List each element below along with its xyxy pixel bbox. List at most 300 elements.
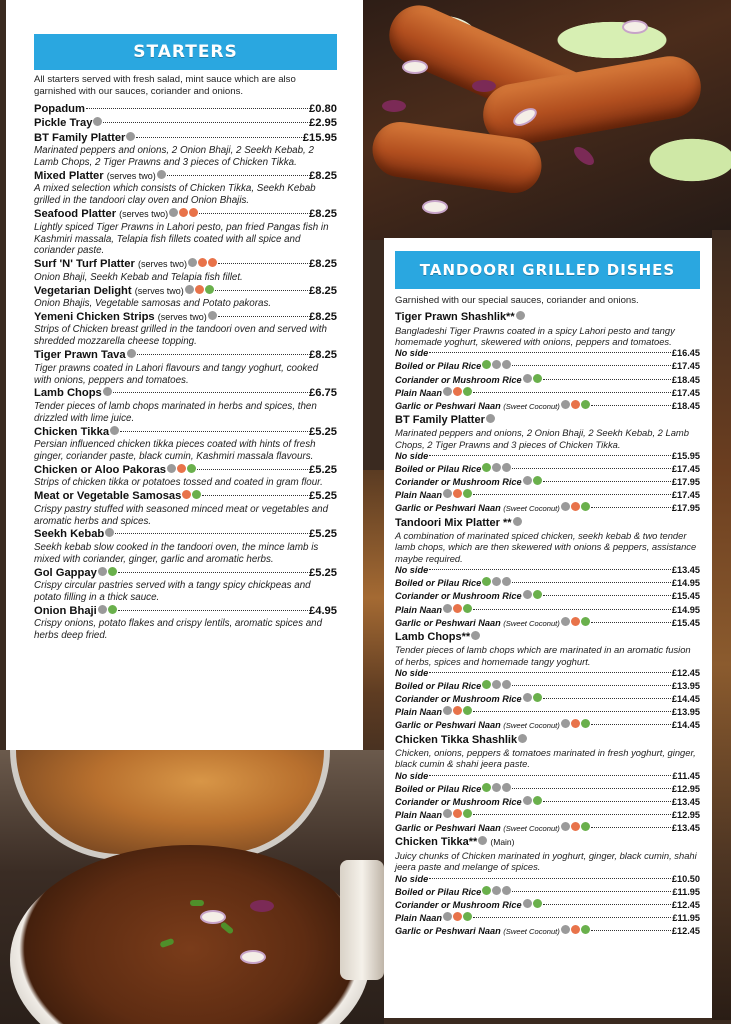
side-option-row [395, 617, 700, 630]
starter-price: £8.25 [309, 311, 337, 323]
dotted-leader [512, 891, 671, 892]
dotted-leader [543, 801, 671, 802]
dietary-badge-grey-icon [93, 117, 102, 126]
dotted-leader [591, 507, 671, 508]
dotted-leader [591, 724, 671, 725]
side-option-price: £17.45 [671, 464, 700, 475]
side-option-price: £15.45 [671, 617, 700, 628]
dietary-badge-orange-icon [571, 925, 580, 934]
starter-description: Tiger prawns coated in Lahori flavours and tangy yoghurt, cooked with onions, peppers and tomatoes. [34, 362, 319, 386]
dotted-leader [473, 711, 671, 712]
dietary-badge-green-icon [482, 680, 491, 689]
side-option-price: £13.45 [671, 797, 700, 808]
side-option-name: Coriander or Mushroom Rice [395, 694, 522, 705]
dietary-badge-grey-icon [492, 463, 501, 472]
starter-description: Crispy circular pastries served with a tangy spicy chickpeas and potato filling in a thick sauce. [34, 580, 311, 603]
side-option-row [395, 502, 700, 515]
starters-list [34, 103, 337, 642]
dietary-badge-orange-icon [571, 617, 580, 626]
side-option-label [395, 886, 511, 899]
dietary-badge-green-icon [533, 374, 542, 383]
dotted-leader [429, 878, 671, 879]
side-option-label [395, 590, 542, 603]
starter-name: Chicken Tikka [34, 425, 110, 438]
side-option-label [395, 374, 542, 387]
side-option-name: Plain Naan [395, 810, 442, 821]
starter-description: Onion Bhaji, Seekh Kebab and Telapia fish fillet. [34, 271, 243, 283]
dietary-badge-grey-icon [157, 170, 166, 179]
starter-row [34, 258, 337, 271]
side-option-label [395, 899, 542, 912]
side-option-price: £17.45 [671, 490, 700, 501]
kebab-photo [362, 0, 731, 240]
dietary-badge-grey-icon [518, 734, 527, 743]
side-option-row [395, 489, 700, 502]
dietary-badge-grey-icon [110, 426, 119, 435]
dietary-badge-grey-icon [513, 517, 522, 526]
dotted-leader [429, 672, 671, 673]
starter-item [34, 490, 337, 527]
dietary-badge-green-icon [463, 604, 472, 613]
dietary-badge-green-icon [482, 783, 491, 792]
dotted-leader [543, 379, 671, 380]
starter-row [34, 567, 337, 580]
side-option-name: Coriander or Mushroom Rice [395, 374, 522, 385]
side-option-name: Plain Naan [395, 387, 442, 398]
dish-description: Tender pieces of lamb chops which are marinated in an aromatic fusion of herbs, spices and homemade tangy yoghurt. [395, 644, 691, 667]
starter-title [34, 605, 117, 618]
side-option-price: £13.95 [671, 681, 700, 692]
dotted-leader [473, 392, 671, 393]
dotted-leader [136, 137, 301, 138]
dietary-badge-green-icon [482, 360, 491, 369]
dotted-leader [473, 917, 671, 918]
dietary-badge-green-icon [108, 567, 117, 576]
dietary-badge-orange-icon [453, 809, 462, 818]
dietary-badge-green-icon [463, 489, 472, 498]
starter-name: Seekh Kebab [34, 528, 105, 541]
dotted-leader [591, 405, 671, 406]
dietary-badge-green-icon [533, 899, 542, 908]
dietary-badge-grey-icon [502, 360, 511, 369]
starter-price: £8.25 [309, 284, 337, 297]
side-option-row [395, 590, 700, 603]
dietary-badge-grey-icon [561, 822, 570, 831]
dotted-leader [512, 685, 671, 686]
tandoori-list [395, 311, 700, 938]
starter-item [34, 464, 337, 489]
side-option-label [395, 667, 428, 680]
dish-name: Tiger Prawn Shashlik** [395, 311, 515, 323]
dietary-badge-grey-icon [443, 809, 452, 818]
starter-price: £8.25 [309, 349, 337, 362]
dietary-badge-orange-icon [208, 258, 217, 267]
side-option-row [395, 822, 700, 835]
side-option-price: £13.95 [671, 707, 700, 718]
starter-row [34, 117, 337, 130]
dish-note: (Main) [490, 837, 515, 848]
side-option-label [395, 925, 590, 938]
dietary-badge-grey-icon [98, 605, 107, 614]
starter-item [34, 605, 337, 642]
starter-row [34, 464, 337, 477]
side-option-name: Garlic or Peshwari Naan [395, 720, 501, 731]
side-option-name: Boiled or Pilau Rice [395, 886, 482, 897]
dish-name: BT Family Platter [395, 413, 485, 426]
side-option-price: £16.45 [671, 348, 700, 359]
side-option-label [395, 796, 542, 809]
side-option-label [395, 706, 472, 719]
dotted-leader [218, 316, 308, 317]
dietary-badge-orange-icon [571, 822, 580, 831]
dietary-badge-green-icon [482, 886, 491, 895]
starter-description: A mixed selection which consists of Chicken Tikka, Seekh Kebab grilled in the tandoori clay oven and Onion Bhajis. [34, 183, 316, 207]
starter-title [34, 490, 201, 503]
side-option-price: £12.45 [671, 899, 700, 910]
side-option-note: (Sweet Coconut) [503, 927, 560, 936]
side-option-row [395, 693, 700, 706]
side-option-label [395, 604, 472, 617]
dietary-badge-green-icon [482, 463, 491, 472]
starter-row [34, 208, 337, 221]
dotted-leader [429, 569, 671, 570]
side-option-name: Plain Naan [395, 912, 442, 923]
starter-name: Lamb Chops [34, 387, 102, 400]
dietary-badge-green-icon [482, 577, 491, 586]
dietary-badge-grey-icon [523, 693, 532, 702]
starter-title [34, 132, 135, 145]
side-option-label [395, 347, 428, 360]
side-option-name: Plain Naan [395, 490, 442, 501]
starter-name: Yemeni Chicken Strips [34, 311, 155, 323]
dotted-leader [113, 392, 308, 393]
dietary-badge-grey-icon [486, 414, 495, 423]
starter-row [34, 528, 337, 541]
starter-serves: (serves two) [119, 209, 169, 220]
dietary-badge-grey-icon [561, 925, 570, 934]
dietary-badge-grey-icon [126, 132, 135, 141]
dietary-badge-grey-icon [492, 783, 501, 792]
dietary-badge-orange-icon [453, 489, 462, 498]
side-option-price: £12.95 [671, 783, 700, 794]
side-option-row [395, 706, 700, 719]
side-option-label [395, 693, 542, 706]
dietary-badge-green-icon [187, 464, 196, 473]
starter-price: £5.25 [309, 566, 337, 579]
side-option-label [395, 360, 511, 373]
side-option-row [395, 873, 700, 886]
dietary-badge-orange-icon [177, 464, 186, 473]
side-option-label [395, 719, 590, 732]
dotted-leader [543, 904, 671, 905]
starter-price: £5.25 [309, 528, 337, 541]
side-option-row [395, 400, 700, 413]
starter-item [34, 258, 337, 283]
dietary-badge-orange-icon [182, 490, 191, 499]
side-option-note: (Sweet Coconut) [503, 401, 560, 411]
dietary-badge-green-icon [581, 617, 590, 626]
side-option-label [395, 450, 428, 463]
dietary-badge-green-icon [463, 809, 472, 818]
side-option-price: £17.45 [671, 387, 700, 398]
dietary-badge-green-icon [581, 925, 590, 934]
starter-row [34, 349, 337, 362]
starter-title [34, 528, 114, 541]
starter-title [34, 208, 198, 221]
side-option-price: £18.45 [671, 374, 700, 385]
side-option-price: £12.45 [671, 926, 700, 936]
starter-title [34, 349, 136, 362]
side-option-label [395, 822, 590, 835]
curry-bowls-photo [0, 750, 384, 1024]
side-option-row [395, 912, 700, 925]
side-option-price: £10.50 [671, 873, 700, 884]
side-option-row [395, 899, 700, 912]
side-option-note: (Sweet Coconut) [503, 618, 560, 628]
dietary-badge-grey-icon [492, 577, 501, 586]
dietary-badge-green-icon [463, 706, 472, 715]
side-option-name: Coriander or Mushroom Rice [395, 591, 522, 602]
dotted-leader [429, 775, 671, 776]
dietary-badge-grey-icon [188, 258, 197, 267]
side-option-name: Coriander or Mushroom Rice [395, 797, 522, 808]
starter-serves: (serves two) [137, 259, 187, 270]
dietary-badge-orange-icon [189, 208, 198, 217]
side-option-row [395, 347, 700, 360]
side-option-row [395, 680, 700, 693]
side-option-label [395, 809, 472, 822]
side-option-label [395, 783, 511, 796]
dish-description: Chicken, onions, peppers & tomatoes marinated in fresh yoghurt, ginger, black cumin & shahi jeera paste. [395, 747, 696, 770]
dietary-badge-green-icon [533, 796, 542, 805]
dietary-badge-orange-icon [453, 604, 462, 613]
dietary-badge-grey-icon [502, 577, 511, 586]
side-option-note: (Sweet Coconut) [503, 824, 560, 834]
side-option-label [395, 912, 472, 925]
side-option-row [395, 886, 700, 899]
side-option-name: Garlic or Peshwari Naan [395, 400, 501, 411]
dietary-badge-grey-icon [523, 899, 532, 908]
dotted-leader [512, 468, 671, 469]
starter-price: £4.95 [309, 604, 337, 617]
dotted-leader [103, 122, 308, 123]
side-option-price: £11.95 [672, 886, 700, 897]
starter-item [34, 170, 337, 207]
side-option-row [395, 387, 700, 400]
side-option-row [395, 564, 700, 577]
starter-description: Crispy pastry stuffed with seasoned minced meat or vegetables and aromatic herbs and spices. [34, 503, 329, 527]
dotted-leader [512, 788, 671, 789]
starter-price: £8.25 [309, 258, 337, 271]
dietary-badge-orange-icon [453, 387, 462, 396]
dish-description: Bangladeshi Tiger Prawns coated in a spicy Lahori pesto and tangy homemade yoghurt, skewered with onions, peppers and tomatoes. [395, 324, 675, 347]
side-option-price: £17.95 [671, 503, 700, 514]
dish-title [395, 734, 700, 748]
side-option-label [395, 564, 428, 577]
tandoori-dish [395, 734, 700, 836]
starter-name: Onion Bhaji [34, 604, 97, 617]
side-option-name: Plain Naan [395, 604, 442, 615]
starter-price: £8.25 [309, 208, 337, 221]
side-option-name: Coriander or Mushroom Rice [395, 899, 522, 910]
starter-serves: (serves two) [106, 171, 156, 182]
side-option-price: £14.45 [671, 694, 700, 705]
starter-item [34, 567, 337, 604]
starters-heading: STARTERS [34, 34, 337, 70]
starter-description: Tender pieces of lamb chops marinated in herbs and spices, then drizzled with lime juice. [34, 400, 317, 424]
dietary-badge-grey-icon [478, 836, 487, 845]
side-option-name: Boiled or Pilau Rice [395, 783, 482, 794]
starters-intro: All starters served with fresh salad, mint sauce which are also garnished with our sauces, coriander and onions. [34, 74, 296, 97]
starter-title [34, 387, 112, 400]
dietary-badge-grey-icon [105, 528, 114, 537]
side-option-row [395, 450, 700, 463]
side-option-note: (Sweet Coconut) [503, 721, 560, 731]
tandoori-panel [384, 238, 712, 1018]
dotted-leader [199, 213, 308, 214]
side-option-row [395, 667, 700, 680]
starter-item [34, 117, 337, 130]
starter-row [34, 490, 337, 503]
side-option-label [395, 770, 428, 783]
tandoori-dish [395, 311, 700, 413]
side-option-name: No side [395, 348, 429, 359]
starter-item [34, 387, 337, 424]
dietary-badge-grey-icon [443, 387, 452, 396]
dietary-badge-green-icon [463, 912, 472, 921]
starter-item [34, 426, 337, 463]
dietary-badge-grey-icon [98, 567, 107, 576]
side-option-name: Boiled or Pilau Rice [395, 361, 482, 372]
starter-title [34, 117, 102, 130]
starter-name: Mixed Platter [34, 170, 104, 183]
dietary-badge-grey-icon [208, 311, 217, 320]
starter-row [34, 426, 337, 439]
side-option-price: £12.45 [671, 668, 700, 679]
dietary-badge-grey-icon [502, 886, 511, 895]
side-option-row [395, 925, 700, 938]
dotted-leader [218, 263, 308, 264]
starter-price: £0.80 [309, 103, 337, 115]
side-option-row [395, 577, 700, 590]
starter-name: Meat or Vegetable Samosas [34, 490, 182, 503]
side-option-name: Garlic or Peshwari Naan [395, 503, 501, 514]
dietary-badge-grey-icon [443, 912, 452, 921]
dotted-leader [512, 365, 671, 366]
dotted-leader [543, 595, 671, 596]
starter-price: £5.25 [309, 463, 337, 476]
starter-title [34, 567, 117, 580]
dietary-badge-grey-icon [127, 349, 136, 358]
side-option-row [395, 796, 700, 809]
starter-price: £8.25 [309, 170, 337, 183]
starter-row [34, 387, 337, 400]
starter-item [34, 349, 337, 386]
dotted-leader [473, 494, 671, 495]
side-option-price: £14.95 [671, 578, 700, 589]
side-option-label [395, 463, 511, 476]
dietary-badge-green-icon [192, 490, 201, 499]
dish-title [395, 311, 700, 325]
curry-photo-strip [362, 470, 386, 790]
side-option-price: £17.95 [671, 477, 700, 488]
dotted-leader [543, 481, 671, 482]
starter-title [34, 258, 217, 271]
starter-price: £15.95 [302, 131, 337, 144]
starter-description: Persian influenced chicken tikka pieces coated with hints of fresh ginger, coriander paste, black cumin, Kashmiri massala flavours. [34, 439, 316, 462]
starter-item [34, 103, 337, 116]
dietary-badge-grey-icon [492, 680, 501, 689]
side-option-label [395, 400, 590, 413]
side-option-name: Coriander or Mushroom Rice [395, 477, 522, 488]
dotted-leader [197, 469, 308, 470]
starter-price: £6.75 [309, 387, 337, 400]
starter-description: Marinated peppers and onions, 2 Onion Bhaji, 2 Seekh Kebab, 2 Lamb Chops, 2 Tiger Prawns and 3 pieces of Chicken Tikka. [34, 145, 314, 169]
side-option-price: £14.95 [671, 604, 700, 615]
starter-item [34, 285, 337, 310]
starter-name: BT Family Platter [34, 131, 126, 144]
side-option-name: Boiled or Pilau Rice [395, 464, 482, 475]
side-option-name: Garlic or Peshwari Naan [395, 823, 501, 834]
dietary-badge-grey-icon [523, 374, 532, 383]
dietary-badge-grey-icon [471, 631, 480, 640]
dietary-badge-green-icon [108, 605, 117, 614]
dietary-badge-grey-icon [103, 387, 112, 396]
starter-title [34, 311, 217, 324]
side-option-row [395, 463, 700, 476]
starter-price: £5.25 [309, 425, 337, 438]
starter-name: Chicken or Aloo Pakoras [34, 463, 167, 476]
side-option-label [395, 680, 511, 693]
dietary-badge-green-icon [533, 693, 542, 702]
dietary-badge-grey-icon [443, 706, 452, 715]
starter-name: Popadum [34, 103, 85, 115]
dish-title [395, 631, 700, 645]
starter-title [34, 464, 196, 477]
side-option-name: No side [395, 873, 429, 884]
dotted-leader [118, 610, 308, 611]
dietary-badge-grey-icon [561, 719, 570, 728]
dietary-badge-orange-icon [453, 706, 462, 715]
dietary-badge-grey-icon [492, 886, 501, 895]
starter-serves: (serves two) [157, 312, 207, 322]
side-option-row [395, 809, 700, 822]
dotted-leader [543, 698, 671, 699]
side-option-label [395, 577, 511, 590]
side-option-price: £18.45 [671, 400, 700, 411]
side-option-price: £12.95 [671, 810, 700, 821]
dietary-badge-orange-icon [179, 208, 188, 217]
side-option-label [395, 476, 542, 489]
starter-serves: (serves two) [134, 285, 184, 296]
dotted-leader [591, 930, 671, 931]
side-option-name: Garlic or Peshwari Naan [395, 926, 501, 936]
dotted-leader [512, 582, 671, 583]
dish-title [395, 414, 700, 428]
starter-name: Tiger Prawn Tava [34, 349, 126, 362]
starter-item [34, 311, 337, 348]
dotted-leader [86, 108, 308, 109]
tandoori-dish [395, 414, 700, 516]
side-option-price: £13.45 [671, 565, 700, 576]
side-option-label [395, 489, 472, 502]
side-option-name: Boiled or Pilau Rice [395, 578, 482, 589]
starter-row [34, 605, 337, 618]
dietary-badge-grey-icon [523, 796, 532, 805]
dietary-badge-orange-icon [571, 502, 580, 511]
tandoori-heading: TANDOORI GRILLED DISHES [395, 251, 700, 289]
side-option-label [395, 387, 472, 400]
